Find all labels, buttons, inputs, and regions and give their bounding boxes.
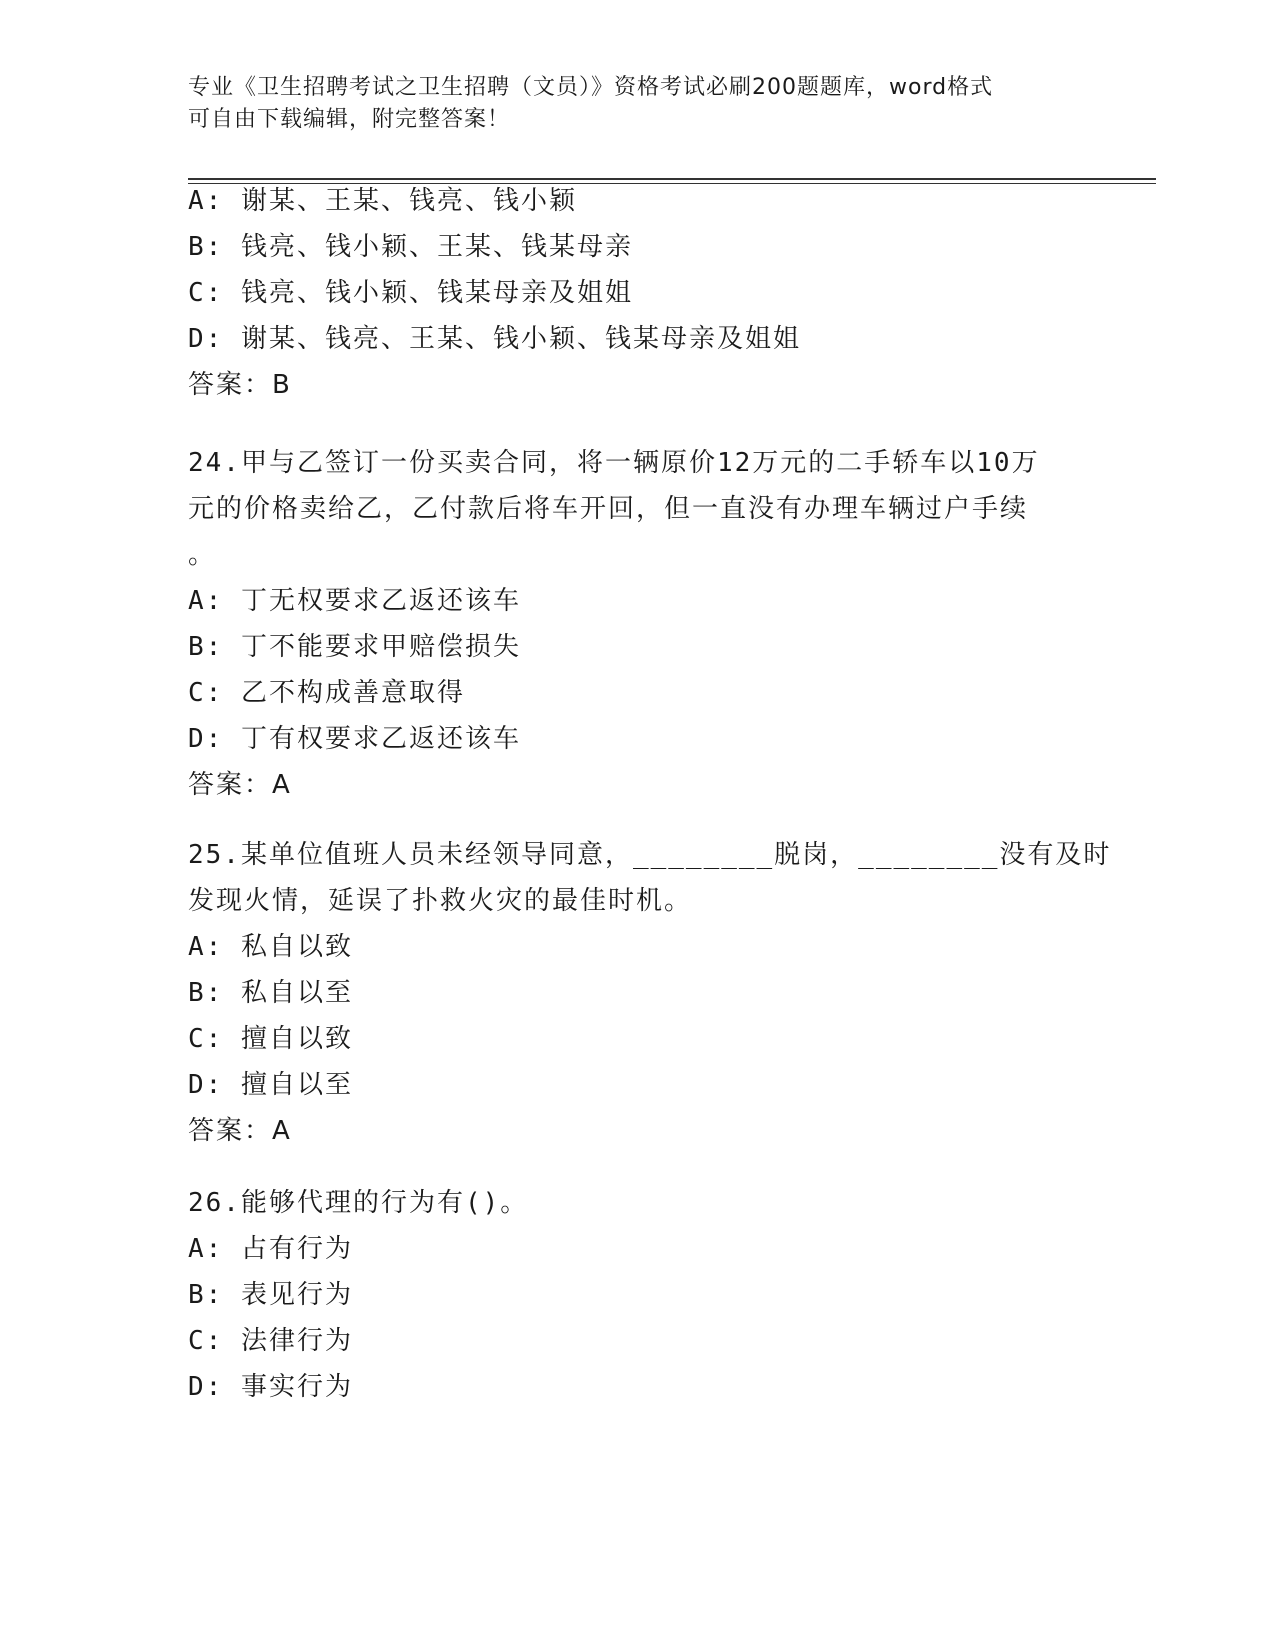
option-d: D: 擅自以至 <box>188 1070 353 1100</box>
question-text-line-1: 24.甲与乙签订一份买卖合同，将一辆原价12万元的二手轿车以10万 <box>188 448 1040 478</box>
option-a: A: 丁无权要求乙返还该车 <box>188 586 521 616</box>
question-25 <box>188 832 1112 1154</box>
question-26 <box>188 1180 1088 1410</box>
question-text-line-3: 。 <box>188 540 217 570</box>
option-b: B: 私自以至 <box>188 978 353 1008</box>
question-text-line-2: 元的价格卖给乙，乙付款后将车开回，但一直没有办理车辆过户手续 <box>188 494 1029 524</box>
option-c: C: 钱亮、钱小颖、钱某母亲及姐姐 <box>188 278 633 308</box>
option-c: C: 法律行为 <box>188 1326 353 1356</box>
option-d: D: 谢某、钱亮、王某、钱小颖、钱某母亲及姐姐 <box>188 324 801 354</box>
header-line-2: 可自由下载编辑，附完整答案！ <box>188 107 511 132</box>
option-c: C: 擅自以致 <box>188 1024 353 1054</box>
question-23 <box>188 178 1088 408</box>
question-text-line-1: 26.能够代理的行为有()。 <box>188 1188 529 1218</box>
answer: 答案：B <box>188 370 292 400</box>
option-b: B: 丁不能要求甲赔偿损失 <box>188 632 521 662</box>
question-text-line-2: 发现火情，延误了扑救火灾的最佳时机。 <box>188 886 693 916</box>
question-text-line-1: 25.某单位值班人员未经领导同意，________脱岗，________没有及时 <box>188 840 1112 870</box>
answer: 答案：A <box>188 1116 292 1146</box>
option-b: B: 钱亮、钱小颖、王某、钱某母亲 <box>188 232 633 262</box>
option-a: A: 私自以致 <box>188 932 353 962</box>
option-c: C: 乙不构成善意取得 <box>188 678 465 708</box>
header-line-1: 专业《卫生招聘考试之卫生招聘（文员）》资格考试必刷200题题库，word格式 <box>188 75 994 100</box>
option-a: A: 占有行为 <box>188 1234 353 1264</box>
answer: 答案：A <box>188 770 292 800</box>
question-24 <box>188 440 1088 808</box>
option-d: D: 事实行为 <box>188 1372 353 1402</box>
option-a: A: 谢某、王某、钱亮、钱小颖 <box>188 186 577 216</box>
document-header <box>188 72 1068 136</box>
option-b: B: 表见行为 <box>188 1280 353 1310</box>
option-d: D: 丁有权要求乙返还该车 <box>188 724 521 754</box>
